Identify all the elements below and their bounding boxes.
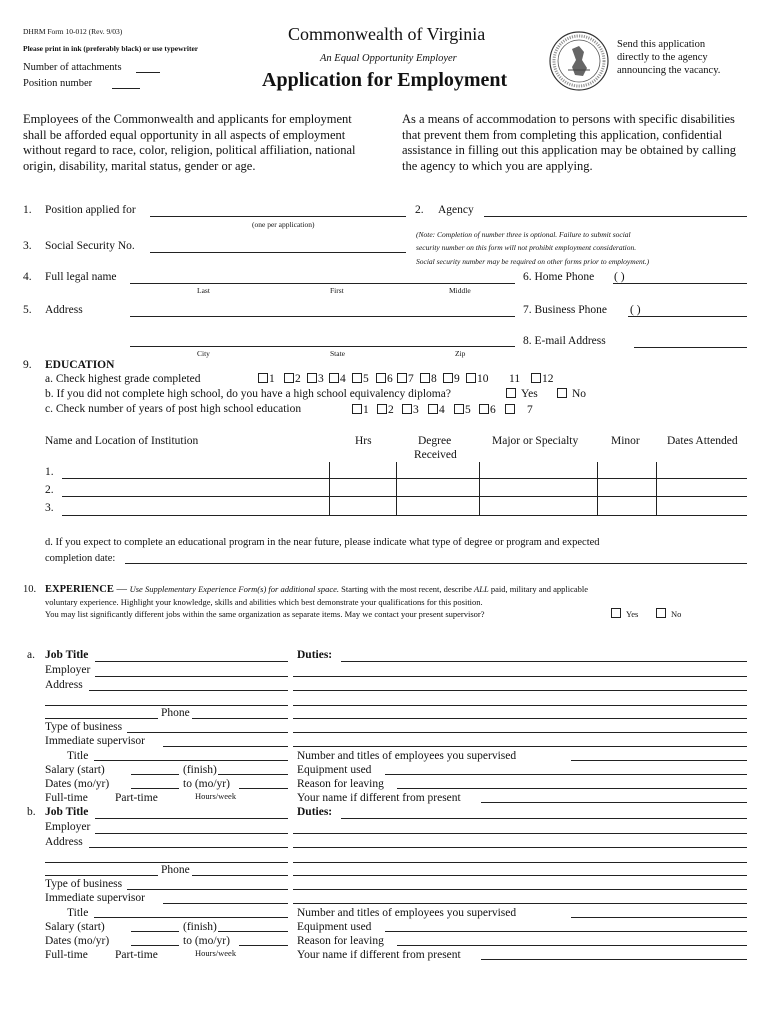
home-phone-field[interactable] <box>613 283 747 284</box>
item-4-num: 4. <box>23 271 32 283</box>
parttime-label: Part-time <box>115 792 158 804</box>
send-line-3: announcing the vacancy. <box>617 65 721 76</box>
years-1-label: 1 <box>363 404 369 416</box>
supervisor-title-field[interactable] <box>94 760 288 761</box>
job-title-field[interactable] <box>95 818 288 819</box>
send-line-1: Send this application <box>617 39 706 50</box>
edu-row-2: 2. <box>45 484 54 496</box>
col-dates: Dates Attended <box>667 435 738 447</box>
duties-line-5[interactable] <box>293 875 747 876</box>
grade-7-checkbox[interactable] <box>397 373 407 383</box>
reason-leaving-field[interactable] <box>397 945 747 946</box>
completion-date-label: completion date: <box>45 553 116 564</box>
years-2-label: 2 <box>388 404 394 416</box>
supervisor-title-field[interactable] <box>94 917 288 918</box>
ssn-label: Social Security No. <box>45 240 135 252</box>
address-label: Address <box>45 679 83 691</box>
page-title: Application for Employment <box>262 69 508 91</box>
salary-finish-field[interactable] <box>218 774 288 775</box>
years-6-label: 6 <box>490 404 496 416</box>
supervisor-label: Immediate supervisor <box>45 892 145 904</box>
duties-line-4[interactable] <box>293 862 747 863</box>
salary-finish-label: (finish) <box>183 764 217 776</box>
phone-field[interactable] <box>192 718 288 719</box>
attachments-label: Number of attachments <box>23 62 122 73</box>
parttime-label: Part-time <box>115 949 158 961</box>
job-title-field[interactable] <box>95 661 288 662</box>
equipment-label: Equipment used <box>297 921 372 933</box>
education-heading: EDUCATION <box>45 359 115 371</box>
duties-label: Duties: <box>297 806 333 818</box>
duties-line-1[interactable] <box>341 818 747 819</box>
address-label: Address <box>45 836 83 848</box>
years-3-label: 3 <box>413 404 419 416</box>
first-caption: First <box>330 286 344 295</box>
duties-line-3[interactable] <box>293 847 747 848</box>
print-note: Please print in ink (preferably black) or use typewriter <box>23 44 199 53</box>
post-hs-label: c. Check number of years of post high school education <box>45 403 302 415</box>
address-line-2[interactable] <box>45 705 288 706</box>
employer-label: Employer <box>45 821 91 833</box>
send-line-2: directly to the agency <box>617 52 708 63</box>
supervisor-field[interactable] <box>163 746 288 747</box>
duties-line-4[interactable] <box>293 705 747 706</box>
job-title-label: Job Title <box>45 649 89 661</box>
employer-label: Employer <box>45 664 91 676</box>
equivalency-no-label: No <box>572 388 587 400</box>
supervisor-title-label: Title <box>67 750 89 762</box>
salary-start-field[interactable] <box>131 774 179 775</box>
grade-12-checkbox[interactable] <box>531 373 541 383</box>
form-id: DHRM Form 10-012 (Rev. 9/03) <box>23 27 123 36</box>
name-different-label: Your name if different from present <box>297 949 461 961</box>
dates-from-field[interactable] <box>131 945 179 946</box>
experience-line-2: voluntary experience. Highlight your knowledge, skills and abilities which best demonstrate your qualifications for this position. <box>45 597 483 607</box>
salary-finish-label: (finish) <box>183 921 217 933</box>
virginia-seal-icon <box>548 30 610 92</box>
grade-12-label: 12 <box>542 373 554 385</box>
equivalency-label: b. If you did not complete high school, do you have a high school equivalency diploma? <box>45 388 451 400</box>
num-supervised-label: Number and titles of employees you supervised <box>297 907 517 919</box>
experience-rest-a: Starting with the most recent, describe <box>339 584 475 594</box>
dates-label: Dates (mo/yr) <box>45 778 110 790</box>
duties-line-7[interactable] <box>293 746 747 747</box>
business-phone-paren: ( ) <box>630 304 641 316</box>
position-number-field[interactable] <box>112 88 140 89</box>
fulltime-label: Full-time <box>45 792 88 804</box>
position-applied-field[interactable] <box>150 216 406 217</box>
salary-start-label: Salary (start) <box>45 764 105 776</box>
type-business-label: Type of business <box>45 721 123 733</box>
edu-col-divider <box>656 462 657 516</box>
dates-label: Dates (mo/yr) <box>45 935 110 947</box>
reason-leaving-label: Reason for leaving <box>297 935 384 947</box>
job-title-label: Job Title <box>45 806 89 818</box>
col-major: Major or Specialty <box>492 435 579 447</box>
last-caption: Last <box>197 286 210 295</box>
business-phone-field[interactable] <box>628 316 747 317</box>
edu-col-divider <box>597 462 598 516</box>
contact-supervisor-no-label: No <box>671 609 682 619</box>
item-1-num: 1. <box>23 204 32 216</box>
experience-line-3: You may list significantly different jobs within the same organization as separate items. May we contact your present supervisor? <box>45 609 485 619</box>
fulltime-label: Full-time <box>45 949 88 961</box>
grade-9-label: 9 <box>454 373 460 385</box>
reason-leaving-label: Reason for leaving <box>297 778 384 790</box>
equipment-label: Equipment used <box>297 764 372 776</box>
supervisor-title-label: Title <box>67 907 89 919</box>
dates-to-field[interactable] <box>239 788 288 789</box>
job-letter: a. <box>27 649 35 661</box>
phone-field[interactable] <box>192 875 288 876</box>
commonwealth-title: Commonwealth of Virginia <box>288 24 486 44</box>
col-hrs: Hrs <box>355 435 372 447</box>
edu-row-2-line[interactable] <box>62 496 747 497</box>
contact-supervisor-no-checkbox[interactable] <box>656 608 666 618</box>
edu-row-3-line[interactable] <box>62 515 747 516</box>
zip-caption: Zip <box>455 349 466 358</box>
middle-caption: Middle <box>449 286 471 295</box>
num-supervised-field[interactable] <box>571 917 747 918</box>
business-phone-label: 7. Business Phone <box>523 304 608 316</box>
legal-name-label: Full legal name <box>45 271 117 283</box>
years-7-label: 7 <box>527 404 533 416</box>
employer-field[interactable] <box>95 676 288 677</box>
years-7-checkbox[interactable] <box>505 404 515 414</box>
position-applied-label: Position applied for <box>45 204 136 216</box>
duties-label: Duties: <box>297 649 333 661</box>
city-caption: City <box>197 349 210 358</box>
dates-to-label: to (mo/yr) <box>183 778 230 790</box>
years-5-label: 5 <box>465 404 471 416</box>
agency-field[interactable] <box>484 216 747 217</box>
city-state-zip-field[interactable] <box>130 346 515 347</box>
grade-6-label: 6 <box>387 373 393 385</box>
duties-line-2[interactable] <box>293 833 747 834</box>
address-field[interactable] <box>130 316 515 317</box>
edu-row-1-line[interactable] <box>62 478 747 479</box>
grade-3-checkbox[interactable] <box>307 373 317 383</box>
edu-row-3: 3. <box>45 502 54 514</box>
grade-2-label: 2 <box>295 373 301 385</box>
item-3-num: 3. <box>23 240 32 252</box>
phone-left-field[interactable] <box>45 718 158 719</box>
edu-col-divider <box>329 462 330 516</box>
name-different-field[interactable] <box>481 802 747 803</box>
legal-name-field[interactable] <box>130 283 515 284</box>
years-4-label: 4 <box>439 404 445 416</box>
grade-1-label: 1 <box>269 373 275 385</box>
duties-line-7[interactable] <box>293 903 747 904</box>
duties-line-3[interactable] <box>293 690 747 691</box>
address-line-2[interactable] <box>45 862 288 863</box>
agency-label: Agency <box>438 204 474 216</box>
contact-supervisor-yes-label: Yes <box>626 609 639 619</box>
phone-label: Phone <box>161 707 190 719</box>
name-different-field[interactable] <box>481 959 747 960</box>
grade-7-label: 7 <box>408 373 414 385</box>
years-5-checkbox[interactable] <box>454 404 464 414</box>
phone-label: Phone <box>161 864 190 876</box>
edu-col-divider <box>396 462 397 516</box>
grade-10-checkbox[interactable] <box>466 373 476 383</box>
grade-5-label: 5 <box>363 373 369 385</box>
num-supervised-label: Number and titles of employees you supervised <box>297 750 517 762</box>
item-5-num: 5. <box>23 304 32 316</box>
grade-11-label: 11 <box>509 373 521 385</box>
email-label: 8. E-mail Address <box>523 335 606 347</box>
years-6-checkbox[interactable] <box>479 404 489 414</box>
ssn-note-1: (Note: Completion of number three is optional. Failure to submit social <box>416 230 631 239</box>
one-per-note: (one per application) <box>252 220 315 229</box>
attachments-field[interactable] <box>136 72 160 73</box>
duties-line-2[interactable] <box>293 676 747 677</box>
experience-dash: — <box>113 584 130 595</box>
item-10-num: 10. <box>23 584 37 595</box>
dates-to-label: to (mo/yr) <box>183 935 230 947</box>
type-business-label: Type of business <box>45 878 123 890</box>
item-2-num: 2. <box>415 204 424 216</box>
experience-all: ALL <box>474 584 489 594</box>
years-2-checkbox[interactable] <box>377 404 387 414</box>
experience-italic-note: Use Supplementary Experience Form(s) for additional space. <box>129 584 339 594</box>
salary-start-field[interactable] <box>131 931 179 932</box>
type-business-field[interactable] <box>127 732 288 733</box>
equivalency-yes-checkbox[interactable] <box>506 388 516 398</box>
col-degree-1: Degree <box>418 435 452 447</box>
years-1-checkbox[interactable] <box>352 404 362 414</box>
grade-5-checkbox[interactable] <box>352 373 362 383</box>
ssn-note-3: Social security number may be required on other forms prior to employment.) <box>416 257 650 266</box>
grade-4-checkbox[interactable] <box>329 373 339 383</box>
name-different-label: Your name if different from present <box>297 792 461 804</box>
future-program-label: d. If you expect to complete an educational program in the near future, please indicate what type of degree or program and expected <box>45 537 600 548</box>
contact-supervisor-yes-checkbox[interactable] <box>611 608 621 618</box>
grade-3-label: 3 <box>318 373 324 385</box>
edu-col-divider <box>479 462 480 516</box>
job-letter: b. <box>27 806 36 818</box>
item-9-num: 9. <box>23 359 32 371</box>
grade-4-label: 4 <box>340 373 346 385</box>
supervisor-field[interactable] <box>163 903 288 904</box>
grade-10-label: 10 <box>477 373 489 385</box>
position-number-label: Position number <box>23 78 93 89</box>
salary-finish-field[interactable] <box>218 931 288 932</box>
equipment-field[interactable] <box>385 931 747 932</box>
duties-line-1[interactable] <box>341 661 747 662</box>
reason-leaving-field[interactable] <box>397 788 747 789</box>
email-field[interactable] <box>634 347 747 348</box>
type-business-field[interactable] <box>127 889 288 890</box>
phone-left-field[interactable] <box>45 875 158 876</box>
ssn-note-2: security number on this form will not prohibit employment consideration. <box>416 243 637 252</box>
home-phone-paren: ( ) <box>614 271 625 283</box>
ssn-field[interactable] <box>150 252 406 253</box>
address-field[interactable] <box>89 847 288 848</box>
future-program-field[interactable] <box>125 563 747 564</box>
grade-8-checkbox[interactable] <box>420 373 430 383</box>
grade-1-checkbox[interactable] <box>258 373 268 383</box>
col-minor: Minor <box>611 435 640 447</box>
grade-completed-label: a. Check highest grade completed <box>45 373 201 385</box>
grade-2-checkbox[interactable] <box>284 373 294 383</box>
duties-line-6[interactable] <box>293 732 747 733</box>
supervisor-label: Immediate supervisor <box>45 735 145 747</box>
num-supervised-field[interactable] <box>571 760 747 761</box>
hours-week-label: Hours/week <box>195 948 237 958</box>
equal-opportunity: An Equal Opportunity Employer <box>320 53 457 64</box>
hours-week-label: Hours/week <box>195 791 237 801</box>
duties-line-5[interactable] <box>293 718 747 719</box>
address-label: Address <box>45 304 83 316</box>
col-institution: Name and Location of Institution <box>45 435 199 447</box>
address-field[interactable] <box>89 690 288 691</box>
experience-intro <box>45 585 588 596</box>
employer-field[interactable] <box>95 833 288 834</box>
grade-9-checkbox[interactable] <box>443 373 453 383</box>
dates-from-field[interactable] <box>131 788 179 789</box>
grade-6-checkbox[interactable] <box>376 373 386 383</box>
experience-rest-b: paid, military and applicable <box>488 584 589 594</box>
salary-start-label: Salary (start) <box>45 921 105 933</box>
years-3-checkbox[interactable] <box>402 404 412 414</box>
duties-line-6[interactable] <box>293 889 747 890</box>
accommodation-statement: As a means of accommodation to persons with specific disabilities that prevent them from completing this application, confidential assistance in filling out this application may be obtained by calling the agency to which you are applying. <box>402 112 736 173</box>
equivalency-yes-label: Yes <box>521 388 538 400</box>
edu-row-1: 1. <box>45 466 54 478</box>
experience-heading: EXPERIENCE <box>45 584 114 595</box>
equipment-field[interactable] <box>385 774 747 775</box>
dates-to-field[interactable] <box>239 945 288 946</box>
home-phone-label: 6. Home Phone <box>523 271 595 283</box>
state-caption: State <box>330 349 345 358</box>
equivalency-no-checkbox[interactable] <box>557 388 567 398</box>
years-4-checkbox[interactable] <box>428 404 438 414</box>
eeo-statement: Employees of the Commonwealth and applicants for employment shall be afforded equal opportunity in all aspects of employment without regard to race, color, religion, political affiliation, national origin, disability, marital status, gender or age. <box>23 112 356 173</box>
grade-8-label: 8 <box>431 373 437 385</box>
col-degree-2: Received <box>414 449 457 461</box>
